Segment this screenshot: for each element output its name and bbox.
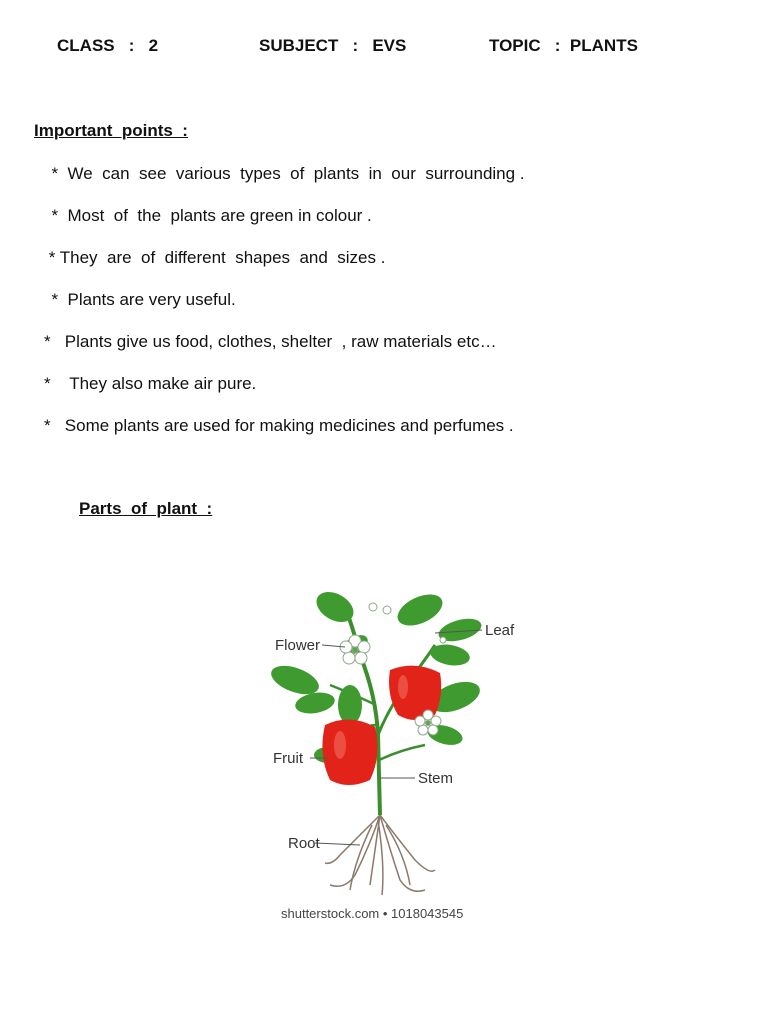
root-system	[325, 815, 435, 895]
point-item: * They also make air pure.	[44, 374, 257, 393]
point-item: * Plants are very useful.	[42, 290, 236, 309]
plant-diagram	[260, 585, 520, 925]
flower-label: Flower	[275, 637, 321, 654]
fruit-label: Fruit	[273, 750, 303, 767]
point-item: * Most of the plants are green in colour .	[42, 206, 372, 225]
topic-label: TOPIC : PLANTS	[489, 36, 638, 55]
worksheet-header	[0, 36, 768, 60]
class-label: CLASS : 2	[57, 36, 159, 55]
leaf-label: Leaf	[485, 622, 515, 639]
important-points-heading: Important points :	[34, 121, 188, 140]
point-item: * Some plants are used for making medicines and perfumes .	[44, 416, 514, 435]
parts-of-plant-heading: Parts of plant :	[79, 499, 213, 518]
subject-label: SUBJECT : EVS	[259, 36, 407, 55]
point-item: * They are of different shapes and sizes .	[44, 248, 386, 267]
point-item: * Plants give us food, clothes, shelter , raw materials etc…	[44, 332, 497, 351]
point-item: * We can see various types of plants in our surrounding .	[42, 164, 525, 183]
stem-label: Stem	[418, 770, 454, 787]
root-label: Root	[288, 835, 320, 852]
image-credit: shutterstock.com • 1018043545	[281, 906, 464, 921]
